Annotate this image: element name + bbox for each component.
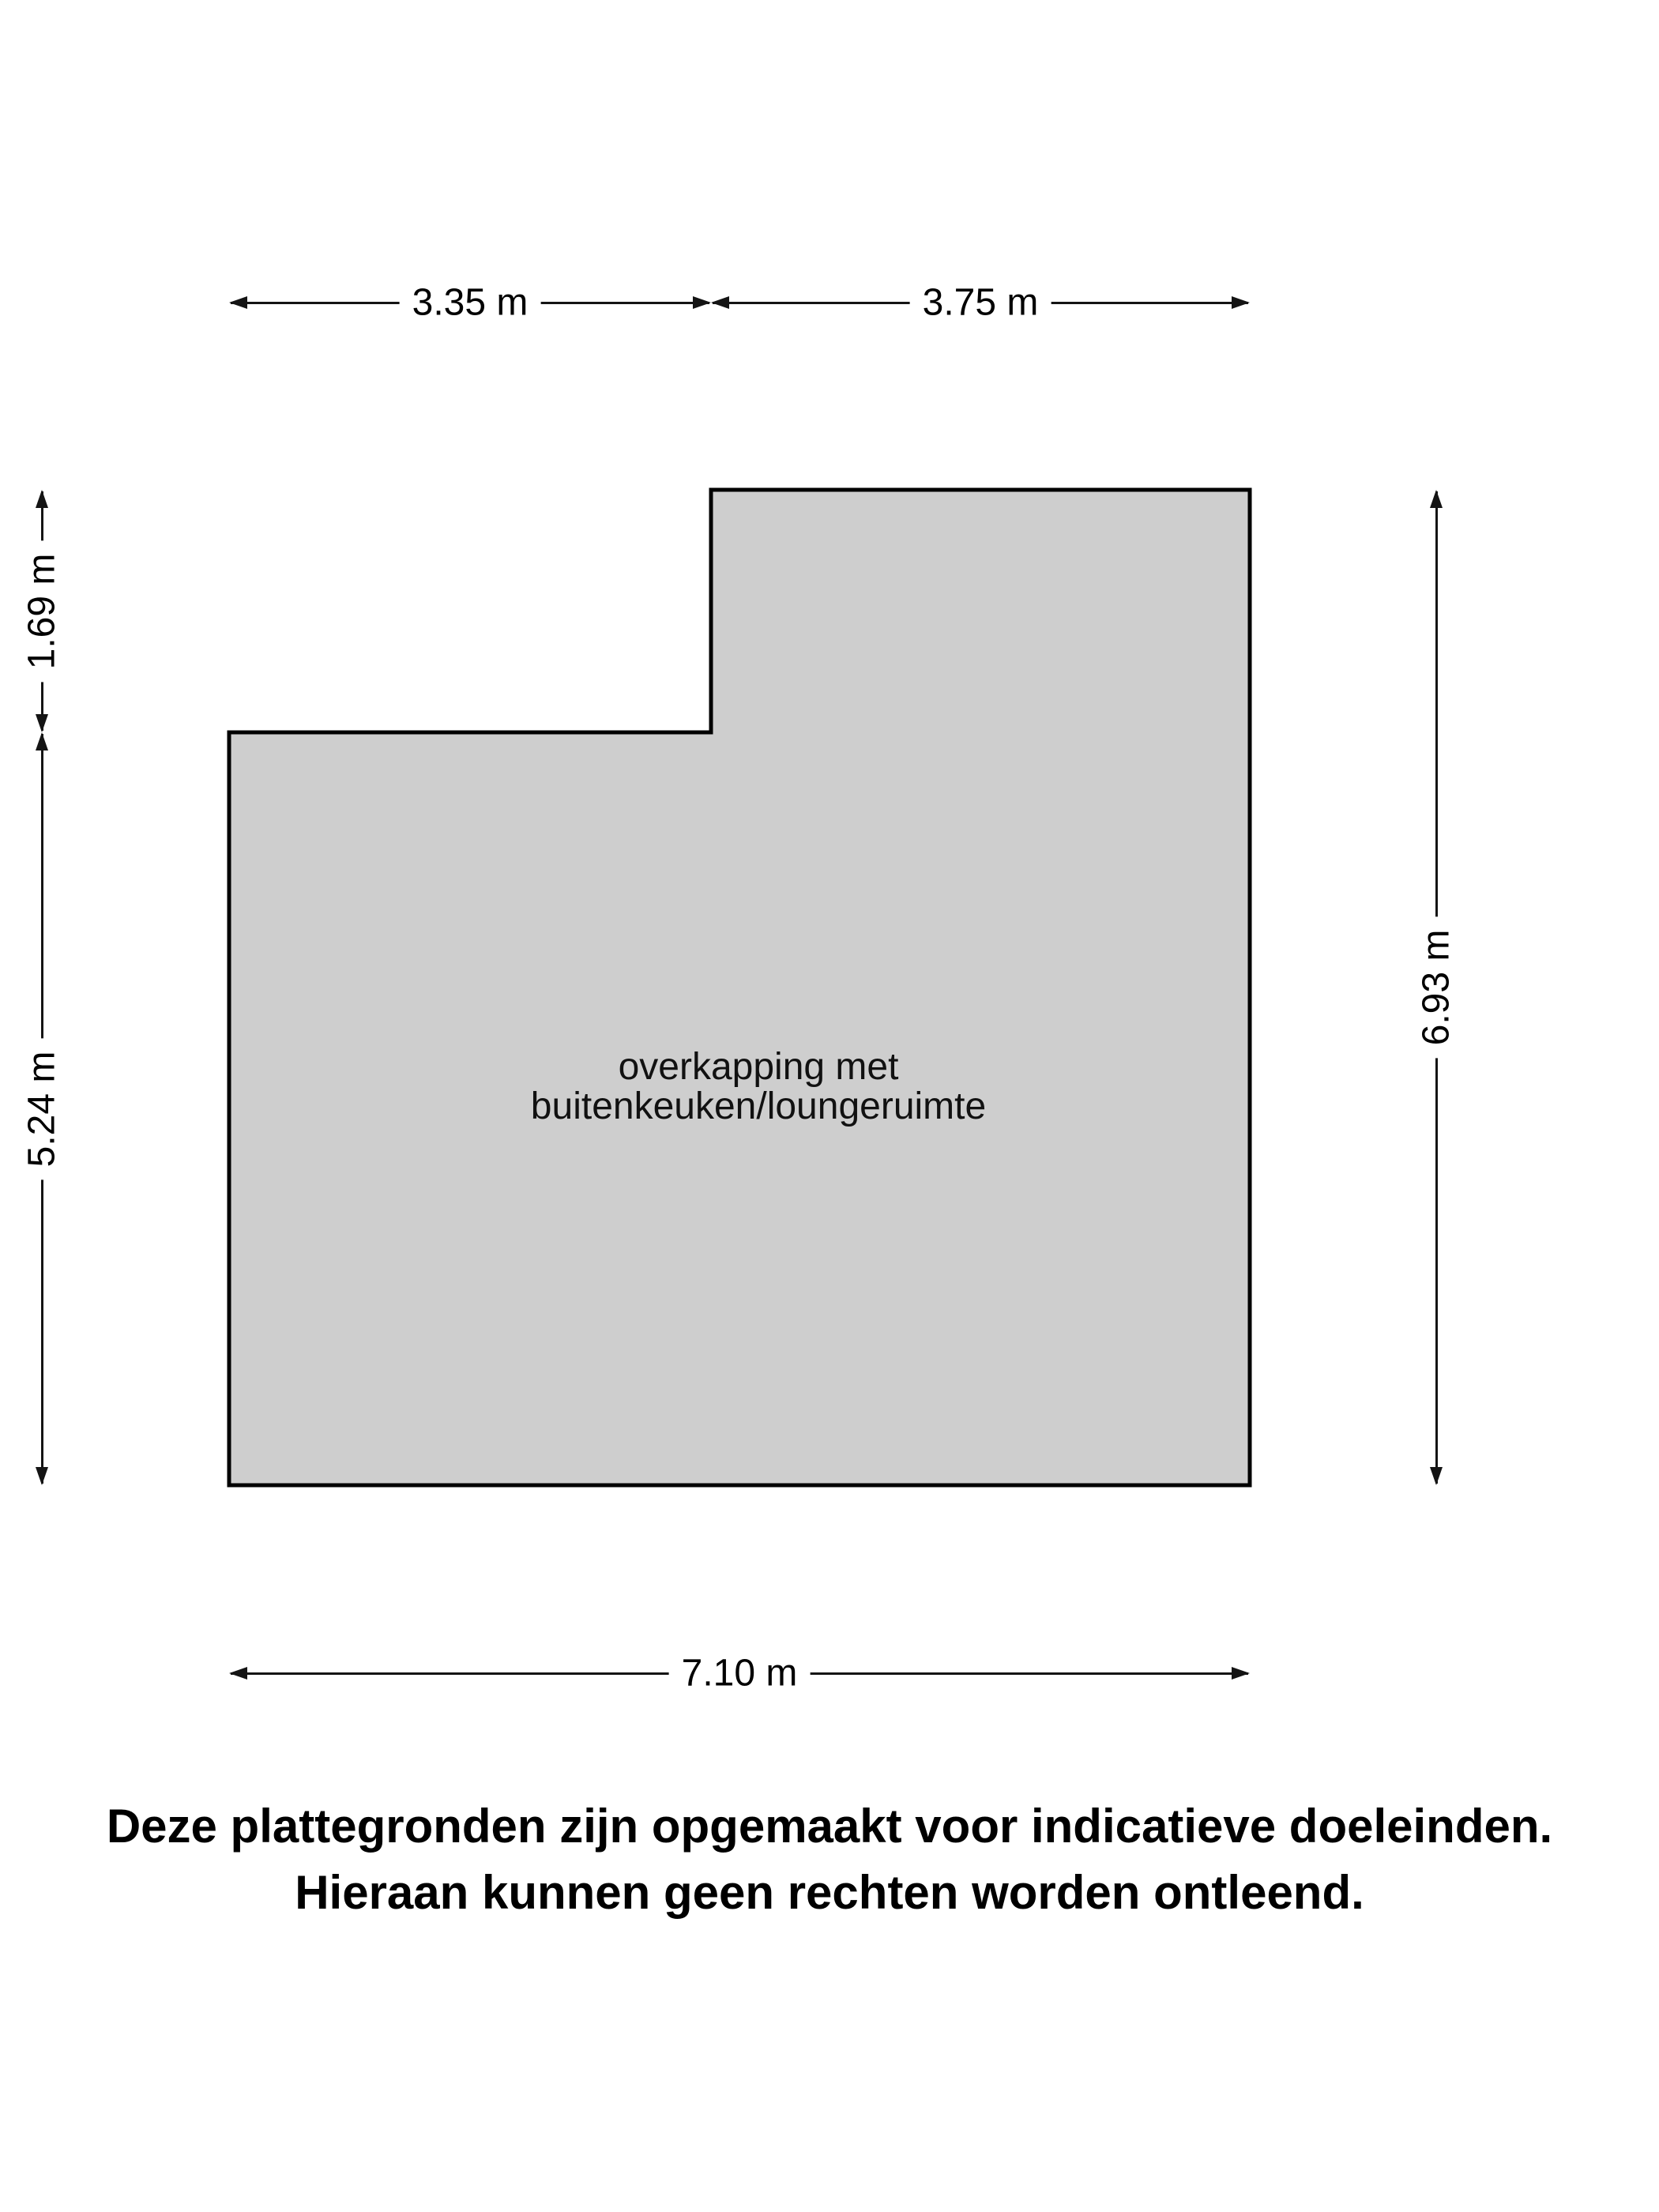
arrow-left-icon — [711, 296, 729, 309]
arrow-down-icon — [1430, 1467, 1443, 1485]
dimension-value: 3.35 m — [400, 280, 541, 326]
arrow-up-icon — [1430, 490, 1443, 508]
disclaimer-line2: Hieraan kunnen geen rechten worden ontleend. — [295, 1866, 1364, 1919]
arrow-down-icon — [36, 1467, 48, 1485]
dimension-value: 6.93 m — [1413, 917, 1460, 1059]
dimension-value: 1.69 m — [19, 540, 66, 682]
arrow-right-icon — [1232, 1667, 1250, 1680]
disclaimer-line1: Deze plattegronden zijn opgemaakt voor indicatieve doeleinden. — [106, 1800, 1553, 1853]
arrow-right-icon — [1232, 296, 1250, 309]
arrow-up-icon — [36, 732, 48, 750]
arrow-left-icon — [229, 296, 247, 309]
room-label — [531, 1048, 986, 1127]
dimension-value: 3.75 m — [910, 280, 1051, 326]
arrow-up-icon — [36, 490, 48, 508]
room-polygon — [229, 490, 1250, 1485]
dimension-value: 7.10 m — [669, 1650, 811, 1697]
arrow-left-icon — [229, 1667, 247, 1680]
arrow-right-icon — [693, 296, 711, 309]
arrow-down-icon — [36, 714, 48, 732]
disclaimer — [0, 1793, 1659, 1926]
room-label-line2: buitenkeuken/loungeruimte — [530, 1085, 987, 1127]
room-label-line1: overkapping met — [618, 1046, 899, 1088]
dimension-value: 5.24 m — [19, 1038, 66, 1179]
